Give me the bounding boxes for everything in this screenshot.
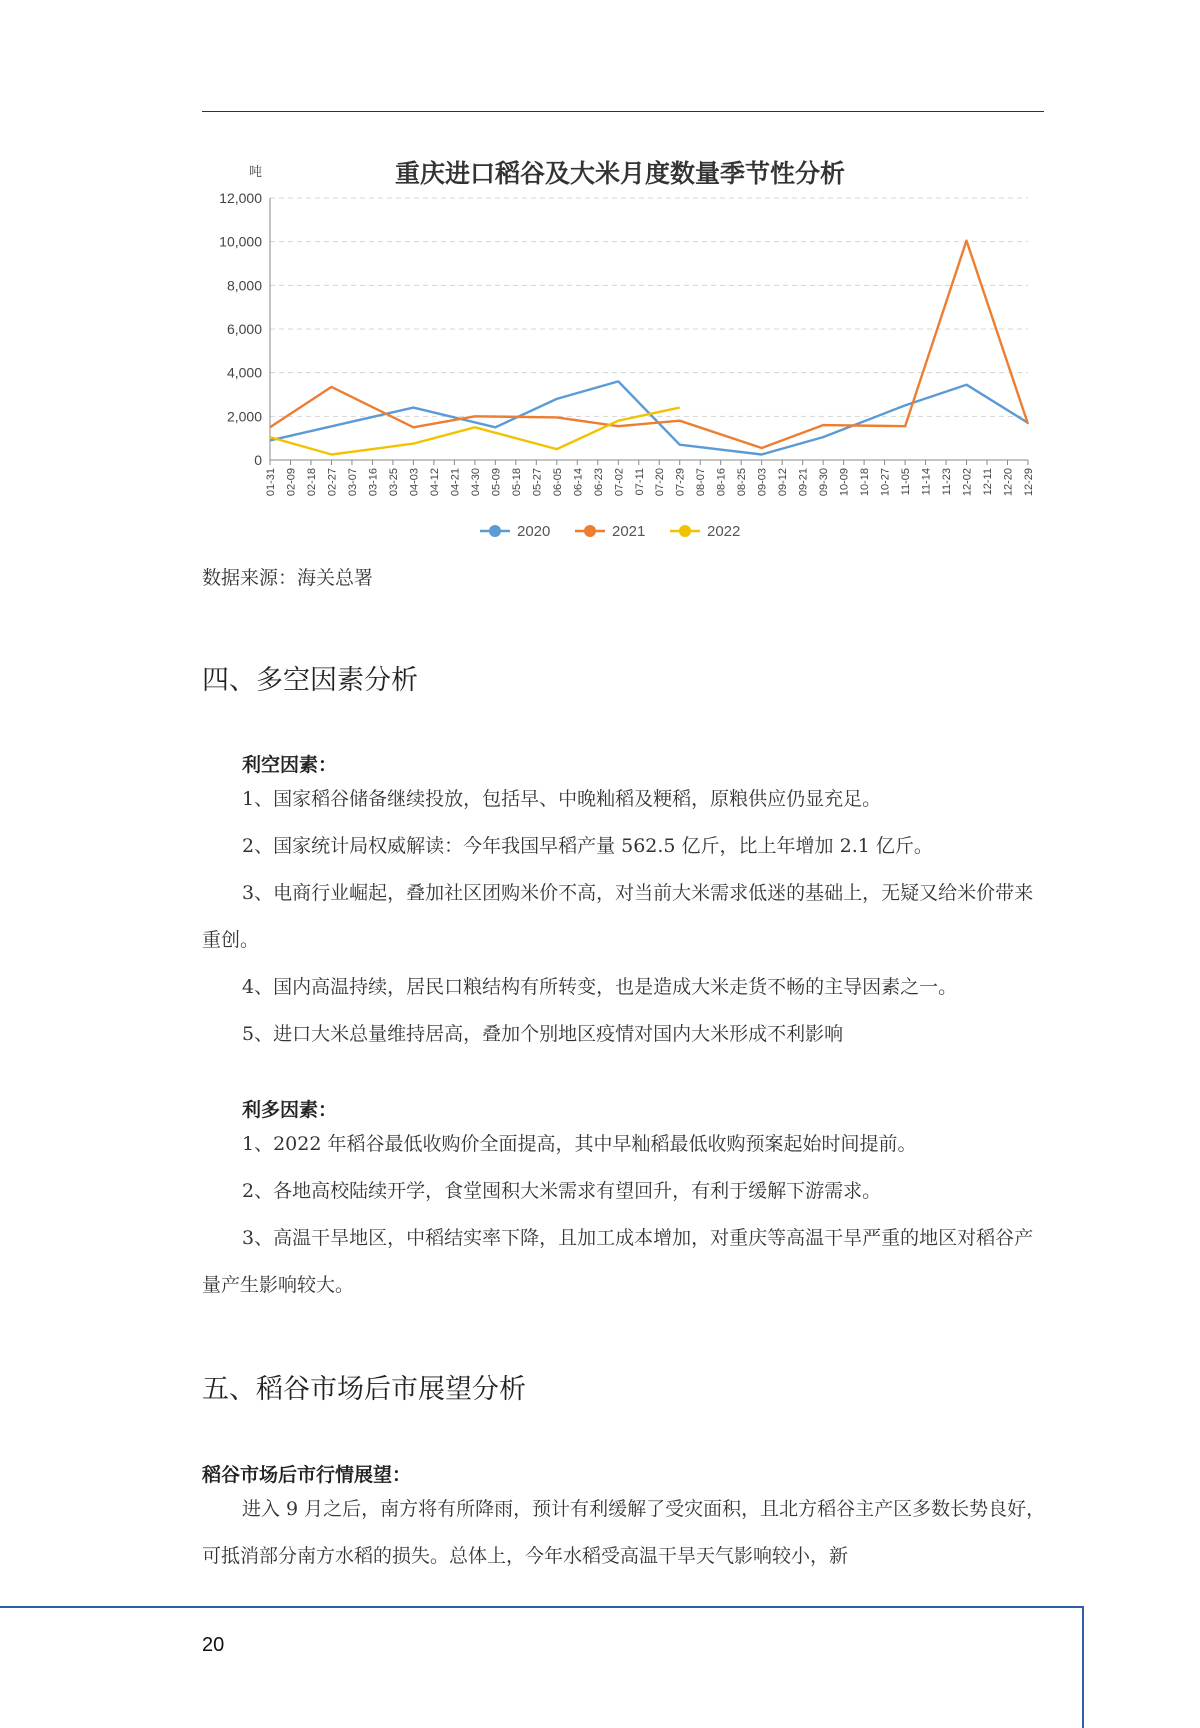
bearish-item: 2、国家统计局权威解读：今年我国早稻产量 562.5 亿斤，比上年增加 2.1 亿斤。 (242, 835, 933, 857)
x-tick-label: 06-14 (572, 468, 585, 497)
y-tick-label: 6,000 (226, 321, 262, 337)
x-tick-label: 09-30 (818, 468, 831, 497)
x-tick-label: 12-20 (1002, 468, 1015, 497)
x-tick-label: 04-03 (408, 468, 421, 497)
x-tick-label: 10-18 (859, 468, 872, 497)
legend-marker-2022 (679, 525, 691, 537)
bearish-item-text: 3、电商行业崛起，叠加社区团购米价不高，对当前大米需求低迷的基础上，无疑又给米价带来重创。 (202, 882, 1034, 951)
bearish-item (202, 870, 1047, 964)
bullish-item: 1、2022 年稻谷最低收购价全面提高，其中早籼稻最低收购预案起始时间提前。 (242, 1133, 917, 1155)
x-tick-label: 07-20 (654, 468, 667, 497)
section4-heading: 四、多空因素分析 (202, 665, 418, 696)
series-line-2020 (270, 381, 1028, 454)
x-tick-label: 12-11 (982, 468, 995, 496)
x-tick-label: 05-27 (531, 468, 544, 497)
x-tick-label: 07-02 (613, 468, 626, 497)
x-tick-label: 11-14 (920, 468, 933, 496)
x-tick-label: 01-31 (265, 468, 277, 497)
x-tick-label: 06-23 (592, 468, 605, 497)
x-tick-label: 09-03 (756, 468, 769, 497)
chart-grid (270, 198, 1028, 460)
y-tick-label: 8,000 (226, 277, 262, 294)
x-tick-label: 08-07 (695, 468, 708, 497)
page-number: 20 (202, 1634, 225, 1656)
x-tick-label: 11-23 (941, 468, 954, 496)
bullish-item: 2、各地高校陆续开学，食堂囤积大米需求有望回升，有利于缓解下游需求。 (242, 1180, 882, 1202)
x-tick-label: 07-29 (674, 468, 687, 497)
legend-label: 2020 (517, 523, 551, 540)
x-tick-label: 05-18 (510, 468, 523, 497)
x-tick-label: 05-09 (490, 468, 503, 497)
x-tick-label: 07-11 (633, 468, 646, 496)
x-tick-label: 02-18 (305, 468, 318, 497)
x-tick-label: 10-27 (879, 468, 892, 497)
legend-marker-2020 (489, 525, 501, 537)
outlook-paragraph (202, 1486, 1047, 1580)
legend-label: 2022 (707, 523, 741, 540)
header-rule (202, 111, 1044, 112)
chart-legend (480, 523, 740, 540)
x-tick-label: 12-29 (1023, 468, 1035, 497)
x-tick-label: 02-27 (326, 468, 339, 497)
x-tick-label: 03-25 (387, 468, 400, 497)
legend-label: 2021 (612, 523, 646, 540)
x-tick-label: 10-09 (838, 468, 851, 497)
x-tick-label: 04-12 (428, 468, 441, 497)
import-line-chart (190, 148, 1050, 548)
x-tick-label: 02-09 (285, 468, 298, 497)
x-tick-label: 03-16 (367, 468, 380, 497)
outlook-title: 稻谷市场后市行情展望： (202, 1464, 412, 1486)
bearish-item: 5、进口大米总量维持居高，叠加个别地区疫情对国内大米形成不利影响 (242, 1023, 844, 1045)
chart-series (270, 241, 1028, 455)
bullish-title: 利多因素： (242, 1099, 338, 1121)
legend-marker-2021 (584, 525, 596, 537)
x-tick-label: 03-07 (346, 468, 359, 497)
x-tick-label: 04-21 (449, 468, 462, 497)
x-axis-ticks (265, 460, 1035, 496)
chart-title: 重庆进口稻谷及大米月度数量季节性分析 (394, 160, 846, 188)
x-tick-label: 11-05 (900, 468, 913, 496)
section5-heading: 五、稻谷市场后市展望分析 (202, 1374, 526, 1405)
data-source-note: 数据来源：海关总署 (202, 567, 374, 589)
outlook-text: 进入 9 月之后，南方将有所降雨，预计有利缓解了受灾面积，且北方稻谷主产区多数长势良好，可抵消部分南方水稻的损失。总体上，今年水稻受高温干旱天气影响较小，新 (202, 1498, 1046, 1567)
y-tick-label: 2,000 (226, 408, 262, 425)
x-tick-label: 09-12 (777, 468, 790, 497)
y-tick-label: 12,000 (219, 190, 262, 206)
y-tick-label: 0 (254, 452, 262, 468)
y-tick-label: 4,000 (226, 364, 262, 381)
bearish-item: 1、国家稻谷储备继续投放，包括早、中晚籼稻及粳稻，原粮供应仍显充足。 (242, 788, 882, 810)
y-tick-label: 10,000 (219, 233, 262, 250)
x-tick-label: 06-05 (551, 468, 564, 497)
series-line-2021 (270, 241, 1028, 448)
x-tick-label: 09-21 (797, 468, 810, 497)
x-tick-label: 08-16 (715, 468, 728, 497)
y-axis-ticks (219, 190, 262, 468)
x-tick-label: 08-25 (736, 468, 749, 497)
bullish-item (202, 1215, 1047, 1309)
y-unit-label: 吨 (248, 164, 262, 179)
x-tick-label: 04-30 (469, 468, 482, 497)
bearish-item: 4、国内高温持续，居民口粮结构有所转变，也是造成大米走货不畅的主导因素之一。 (242, 976, 958, 998)
x-tick-label: 12-02 (961, 468, 974, 497)
footer-frame (0, 1606, 1084, 1728)
bullish-item-text: 3、高温干旱地区，中稻结实率下降，且加工成本增加，对重庆等高温干旱严重的地区对稻谷产量产生影响较大。 (202, 1227, 1034, 1296)
bearish-title: 利空因素： (242, 754, 338, 776)
series-line-2022 (270, 408, 680, 455)
